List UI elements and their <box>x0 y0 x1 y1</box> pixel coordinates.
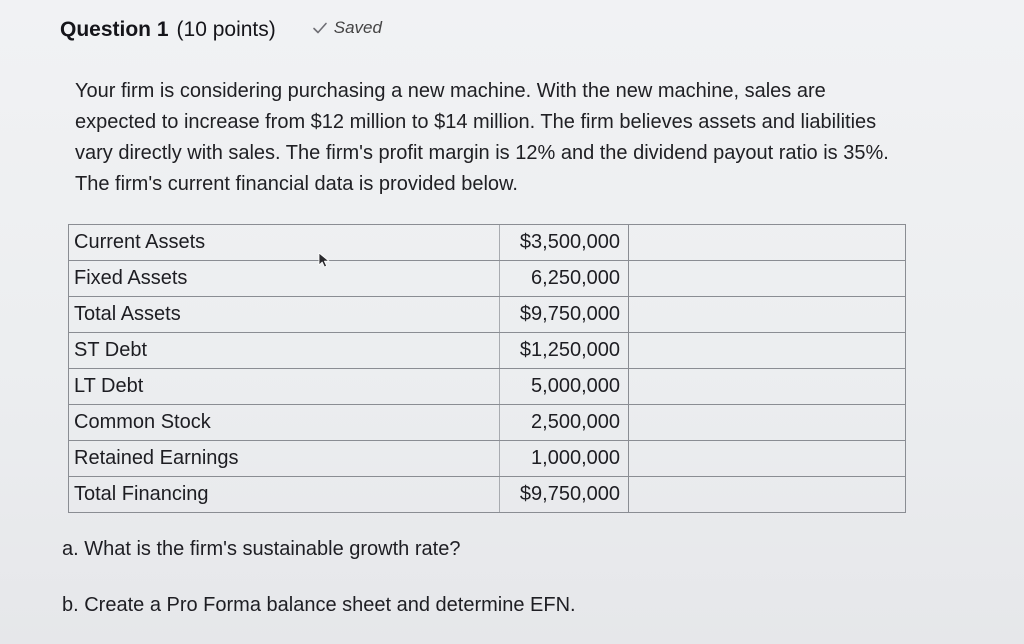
row-label: Retained Earnings <box>69 441 500 477</box>
row-label: ST Debt <box>69 333 500 369</box>
check-icon <box>312 20 328 36</box>
row-value: $1,250,000 <box>500 333 629 369</box>
row-spacer <box>629 261 906 297</box>
row-value: $9,750,000 <box>500 297 629 333</box>
row-value: 5,000,000 <box>500 369 629 405</box>
question-part-a: a. What is the firm's sustainable growth rate? <box>62 538 461 560</box>
table-row <box>69 225 906 261</box>
row-value: $3,500,000 <box>500 225 629 261</box>
row-label: LT Debt <box>69 369 500 405</box>
mouse-cursor-icon <box>318 252 332 268</box>
saved-label: Saved <box>333 18 382 37</box>
row-value: $9,750,000 <box>500 477 629 513</box>
table-row <box>69 297 906 333</box>
table-row <box>69 441 906 477</box>
row-spacer <box>629 405 906 441</box>
row-spacer <box>629 441 906 477</box>
saved-status <box>312 18 382 38</box>
row-spacer <box>629 225 906 261</box>
row-spacer <box>629 297 906 333</box>
row-value: 1,000,000 <box>500 441 629 477</box>
row-value: 6,250,000 <box>500 261 629 297</box>
row-label: Total Assets <box>69 297 500 333</box>
question-part-b: b. Create a Pro Forma balance sheet and determine EFN. <box>62 594 576 616</box>
financial-data-table <box>68 224 906 513</box>
question-header <box>60 18 382 42</box>
row-label: Common Stock <box>69 405 500 441</box>
table-row <box>69 369 906 405</box>
table-row <box>69 261 906 297</box>
question-points: (10 points) <box>176 18 276 41</box>
table-row <box>69 333 906 369</box>
row-spacer <box>629 477 906 513</box>
table-row <box>69 405 906 441</box>
question-title: Question 1 <box>60 18 169 41</box>
row-value: 2,500,000 <box>500 405 629 441</box>
question-prompt: Your firm is considering purchasing a new machine. With the new machine, sales are expected to increase from $12 million to $14 million. The firm believes assets and liabilities vary directly with sales. The firm's profit margin is 12% and the dividend payout ratio is 35%. The firm's current financial data is provided below. <box>75 80 889 195</box>
row-label: Current Assets <box>69 225 500 261</box>
row-spacer <box>629 369 906 405</box>
row-label: Total Financing <box>69 477 500 513</box>
row-label: Fixed Assets <box>69 261 500 297</box>
table-row <box>69 477 906 513</box>
row-spacer <box>629 333 906 369</box>
